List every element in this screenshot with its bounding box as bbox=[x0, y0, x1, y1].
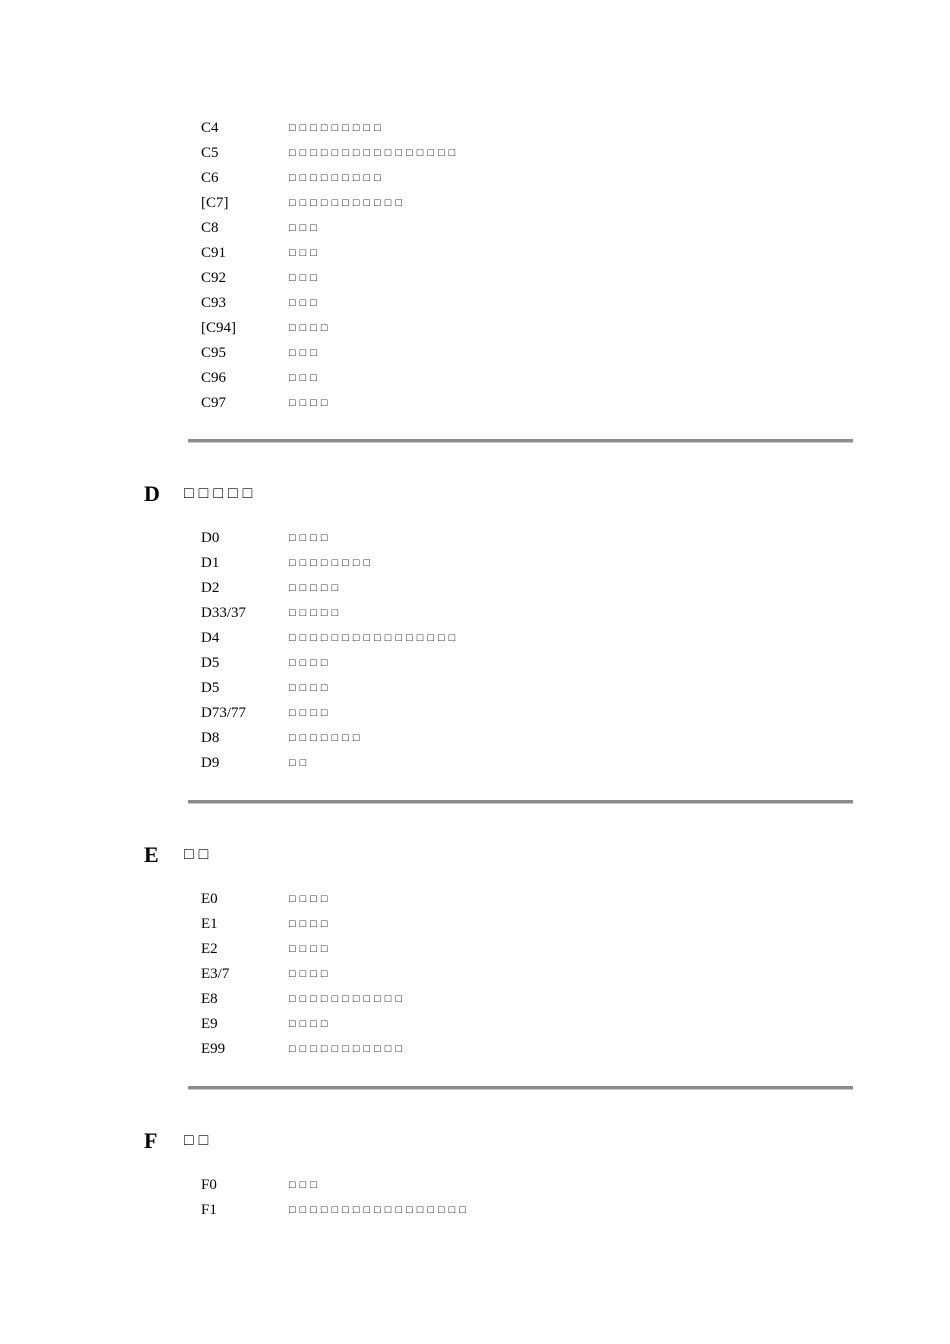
description: □□□□□□□□□ bbox=[289, 172, 385, 184]
description: □□□□□□□□□□□ bbox=[289, 993, 407, 1005]
code: D2 bbox=[201, 580, 220, 596]
code: C8 bbox=[201, 220, 219, 236]
description: □□□□□□□□□□□□□□□□ bbox=[289, 632, 460, 644]
code: C4 bbox=[201, 120, 219, 136]
description: □□□ bbox=[289, 222, 321, 234]
code: C91 bbox=[201, 245, 227, 261]
description: □□□□ bbox=[289, 1018, 332, 1030]
description: □□□ bbox=[289, 272, 321, 284]
description: □□□□□□□□ bbox=[289, 557, 375, 569]
code: F1 bbox=[201, 1202, 217, 1218]
code: E1 bbox=[201, 916, 218, 932]
code: E3/7 bbox=[201, 966, 230, 982]
description: □□□□□□□□□□□ bbox=[289, 1043, 407, 1055]
description: □□□ bbox=[289, 247, 321, 259]
description: □□□□ bbox=[289, 682, 332, 694]
description: □□□□□□□□□□□ bbox=[289, 197, 407, 209]
section-divider bbox=[188, 1086, 853, 1090]
section-divider bbox=[188, 800, 853, 804]
description: □□□□□□□□□□□□□□□□ bbox=[289, 147, 460, 159]
code: [C7] bbox=[201, 195, 229, 211]
description: □□□□ bbox=[289, 397, 332, 409]
section-title: □□ bbox=[184, 846, 214, 863]
description: □□□□ bbox=[289, 968, 332, 980]
code: D1 bbox=[201, 555, 220, 571]
code: C96 bbox=[201, 370, 227, 386]
description: □□□□ bbox=[289, 707, 332, 719]
code: E9 bbox=[201, 1016, 218, 1032]
description: □□□ bbox=[289, 1179, 321, 1191]
section-divider bbox=[188, 439, 853, 443]
code: D5 bbox=[201, 680, 220, 696]
description: □□□□□□□ bbox=[289, 732, 364, 744]
description: □□□ bbox=[289, 347, 321, 359]
section-title: □□ bbox=[184, 1132, 214, 1149]
description: □□□ bbox=[289, 297, 321, 309]
description: □□□□ bbox=[289, 918, 332, 930]
code: C93 bbox=[201, 295, 227, 311]
code: C95 bbox=[201, 345, 227, 361]
description: □□□□□□□□□ bbox=[289, 122, 385, 134]
description: □□□□□□□□□□□□□□□□□ bbox=[289, 1204, 470, 1216]
code: C92 bbox=[201, 270, 227, 286]
code: C6 bbox=[201, 170, 219, 186]
code: D33/37 bbox=[201, 605, 246, 621]
code: E0 bbox=[201, 891, 218, 907]
code: D5 bbox=[201, 655, 220, 671]
section-letter: F bbox=[144, 1128, 158, 1153]
description: □□□□ bbox=[289, 657, 332, 669]
code: E2 bbox=[201, 941, 218, 957]
description: □□□ bbox=[289, 372, 321, 384]
section-title: □□□□□ bbox=[184, 485, 258, 502]
description: □□□□ bbox=[289, 943, 332, 955]
description: □□□□ bbox=[289, 893, 332, 905]
description: □□□□ bbox=[289, 322, 332, 334]
code: C97 bbox=[201, 395, 227, 411]
section-letter: D bbox=[144, 481, 160, 506]
code: [C94] bbox=[201, 320, 236, 336]
code: F0 bbox=[201, 1177, 217, 1193]
code: E99 bbox=[201, 1041, 226, 1057]
description: □□□□□ bbox=[289, 582, 343, 594]
code: D4 bbox=[201, 630, 220, 646]
code: C5 bbox=[201, 145, 219, 161]
code: E8 bbox=[201, 991, 218, 1007]
code: D8 bbox=[201, 730, 220, 746]
code: D73/77 bbox=[201, 705, 246, 721]
description: □□□□□ bbox=[289, 607, 343, 619]
code: D0 bbox=[201, 530, 220, 546]
section-letter: E bbox=[144, 842, 159, 867]
code: D9 bbox=[201, 755, 220, 771]
description: □□□□ bbox=[289, 532, 332, 544]
description: □□ bbox=[289, 757, 311, 769]
